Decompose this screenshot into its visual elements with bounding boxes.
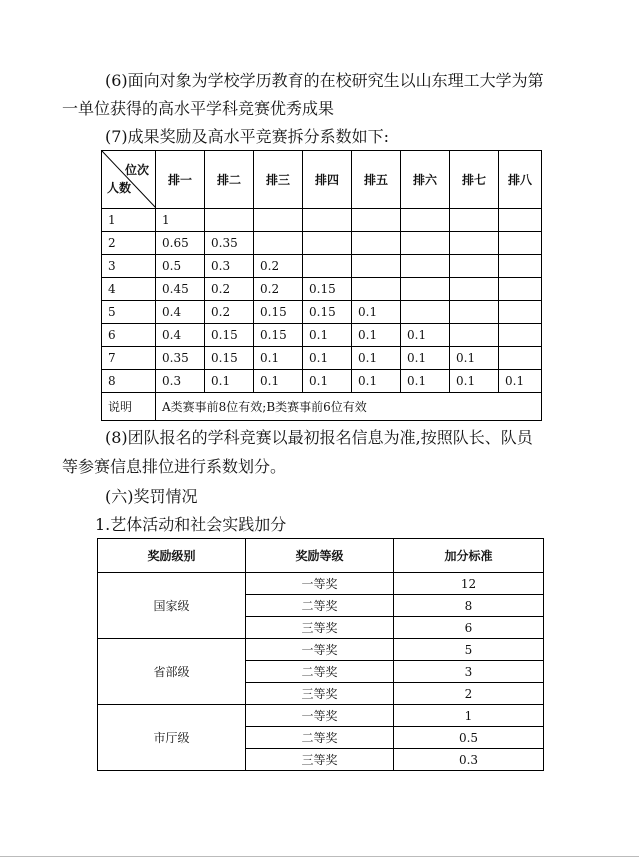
coefficient-cell: 0.2 [254,255,303,278]
coefficient-cell: 0.1 [352,324,401,347]
coefficient-cell [499,324,542,347]
coefficient-cell: 0.1 [499,370,542,393]
coefficient-cell [401,278,450,301]
coefficient-cell: 0.1 [352,347,401,370]
team-size-cell: 3 [102,255,156,278]
award-score-cell: 8 [394,595,544,617]
header-cell: 排二 [205,151,254,209]
coefficient-cell: 0.15 [303,278,352,301]
header-cell: 排六 [401,151,450,209]
note-label: 说明 [102,393,156,421]
paragraph-7: (7)成果奖励及高水平竞赛拆分系数如下: [105,127,390,146]
coefficient-cell [352,232,401,255]
coefficient-cell: 0.15 [303,301,352,324]
award-score-cell: 0.3 [394,749,544,771]
header-cell: 排三 [254,151,303,209]
award-grade-cell: 二等奖 [246,661,394,683]
table-row [102,301,542,324]
award-score-cell: 5 [394,639,544,661]
award-level-cell: 省部级 [98,639,246,705]
table-header-row [102,151,542,209]
table-row [102,324,542,347]
diagonal-header-cell [102,151,156,209]
paragraph-8-line-1: (8)团队报名的学科竞赛以最初报名信息为准,按照队长、队员 [105,428,533,447]
team-size-cell: 4 [102,278,156,301]
coefficient-cell [401,232,450,255]
coefficient-cell [254,209,303,232]
team-size-cell: 6 [102,324,156,347]
coefficient-cell: 0.1 [205,370,254,393]
header-cell: 排四 [303,151,352,209]
coefficient-cell: 0.35 [205,232,254,255]
award-score-cell: 1 [394,705,544,727]
coefficient-cell: 0.1 [450,347,499,370]
coefficient-cell: 0.35 [156,347,205,370]
award-level-cell: 市厅级 [98,705,246,771]
coefficient-cell: 0.3 [156,370,205,393]
coefficient-cell: 0.5 [156,255,205,278]
table-row [98,573,544,595]
table-row [102,278,542,301]
coefficient-cell: 0.1 [352,301,401,324]
coefficient-cell [303,232,352,255]
coefficient-cell: 0.2 [254,278,303,301]
header-cell: 排七 [450,151,499,209]
header-cell: 排一 [156,151,205,209]
coefficient-cell: 0.4 [156,301,205,324]
coefficient-cell: 0.3 [205,255,254,278]
coefficient-cell [499,301,542,324]
coefficient-cell: 0.15 [205,347,254,370]
coefficient-cell: 0.45 [156,278,205,301]
team-size-cell: 7 [102,347,156,370]
coefficient-cell: 0.2 [205,278,254,301]
award-grade-cell: 三等奖 [246,617,394,639]
coefficient-cell [499,232,542,255]
coefficient-cell [303,255,352,278]
team-size-cell: 1 [102,209,156,232]
paragraph-8-line-2: 等参赛信息排位进行系数划分。 [62,457,287,476]
award-grade-cell: 一等奖 [246,639,394,661]
coefficient-cell: 0.1 [352,370,401,393]
coefficient-cell [352,209,401,232]
award-grade-cell: 二等奖 [246,727,394,749]
coefficient-cell: 0.2 [205,301,254,324]
award-grade-cell: 三等奖 [246,683,394,705]
coefficient-cell: 0.1 [303,347,352,370]
award-grade-cell: 二等奖 [246,595,394,617]
award-score-cell: 2 [394,683,544,705]
award-grade-cell: 三等奖 [246,749,394,771]
coefficient-cell [450,232,499,255]
coefficient-cell: 0.1 [303,324,352,347]
coefficient-cell [401,301,450,324]
coefficient-cell: 1 [156,209,205,232]
coefficient-cell [205,209,254,232]
coefficient-cell [499,209,542,232]
coefficient-cell [450,278,499,301]
coefficient-cell [401,209,450,232]
coefficient-cell: 0.1 [254,347,303,370]
coefficient-cell [450,255,499,278]
award-score-cell: 3 [394,661,544,683]
coefficient-cell [254,232,303,255]
award-grade-cell: 一等奖 [246,705,394,727]
award-level-cell: 国家级 [98,573,246,639]
table-row [102,255,542,278]
table-row [102,209,542,232]
coefficient-cell: 0.1 [254,370,303,393]
coefficient-cell: 0.1 [401,324,450,347]
coefficient-cell [499,255,542,278]
page-bottom-rule [0,856,639,857]
award-score-cell: 6 [394,617,544,639]
coefficient-cell: 0.1 [401,370,450,393]
award-header-row [98,539,544,573]
team-size-cell: 2 [102,232,156,255]
coefficient-cell: 0.1 [450,370,499,393]
header-cell: 奖励级别 [98,539,246,573]
paragraph-6-line-1: (6)面向对象为学校学历教育的在校研究生以山东理工大学为第 [105,71,544,90]
table-row [98,705,544,727]
table-row [102,232,542,255]
coefficient-cell [450,209,499,232]
award-score-cell: 12 [394,573,544,595]
header-cell: 排八 [499,151,542,209]
coefficient-cell [401,255,450,278]
section-heading: (六)奖罚情况 [105,487,198,506]
coefficient-cell: 0.1 [401,347,450,370]
coefficient-cell: 0.15 [254,301,303,324]
coefficient-cell [499,347,542,370]
coefficient-cell: 0.15 [254,324,303,347]
coefficient-cell [450,301,499,324]
header-cell: 加分标准 [394,539,544,573]
subsection-heading: 1.艺体活动和社会实践加分 [95,515,287,534]
coefficient-cell: 0.15 [205,324,254,347]
table-row [102,347,542,370]
table-row [98,639,544,661]
paragraph-6-line-2: 一单位获得的高水平学科竞赛优秀成果 [62,99,335,118]
team-size-cell: 5 [102,301,156,324]
corner-count-label: 人数 [107,181,132,195]
header-cell: 奖励等级 [246,539,394,573]
coefficient-cell [303,209,352,232]
split-coefficient-table [101,150,542,421]
coefficient-cell: 0.4 [156,324,205,347]
coefficient-cell [450,324,499,347]
coefficient-cell: 0.1 [303,370,352,393]
coefficient-cell [499,278,542,301]
corner-rank-label: 位次 [124,163,149,177]
coefficient-cell [352,255,401,278]
header-cell: 排五 [352,151,401,209]
table-row [102,370,542,393]
award-score-cell: 0.5 [394,727,544,749]
coefficient-cell [352,278,401,301]
coefficient-cell: 0.65 [156,232,205,255]
note-text: A类赛事前8位有效;B类赛事前6位有效 [156,393,542,421]
team-size-cell: 8 [102,370,156,393]
award-grade-cell: 一等奖 [246,573,394,595]
award-score-table [97,538,544,771]
note-row [102,393,542,421]
